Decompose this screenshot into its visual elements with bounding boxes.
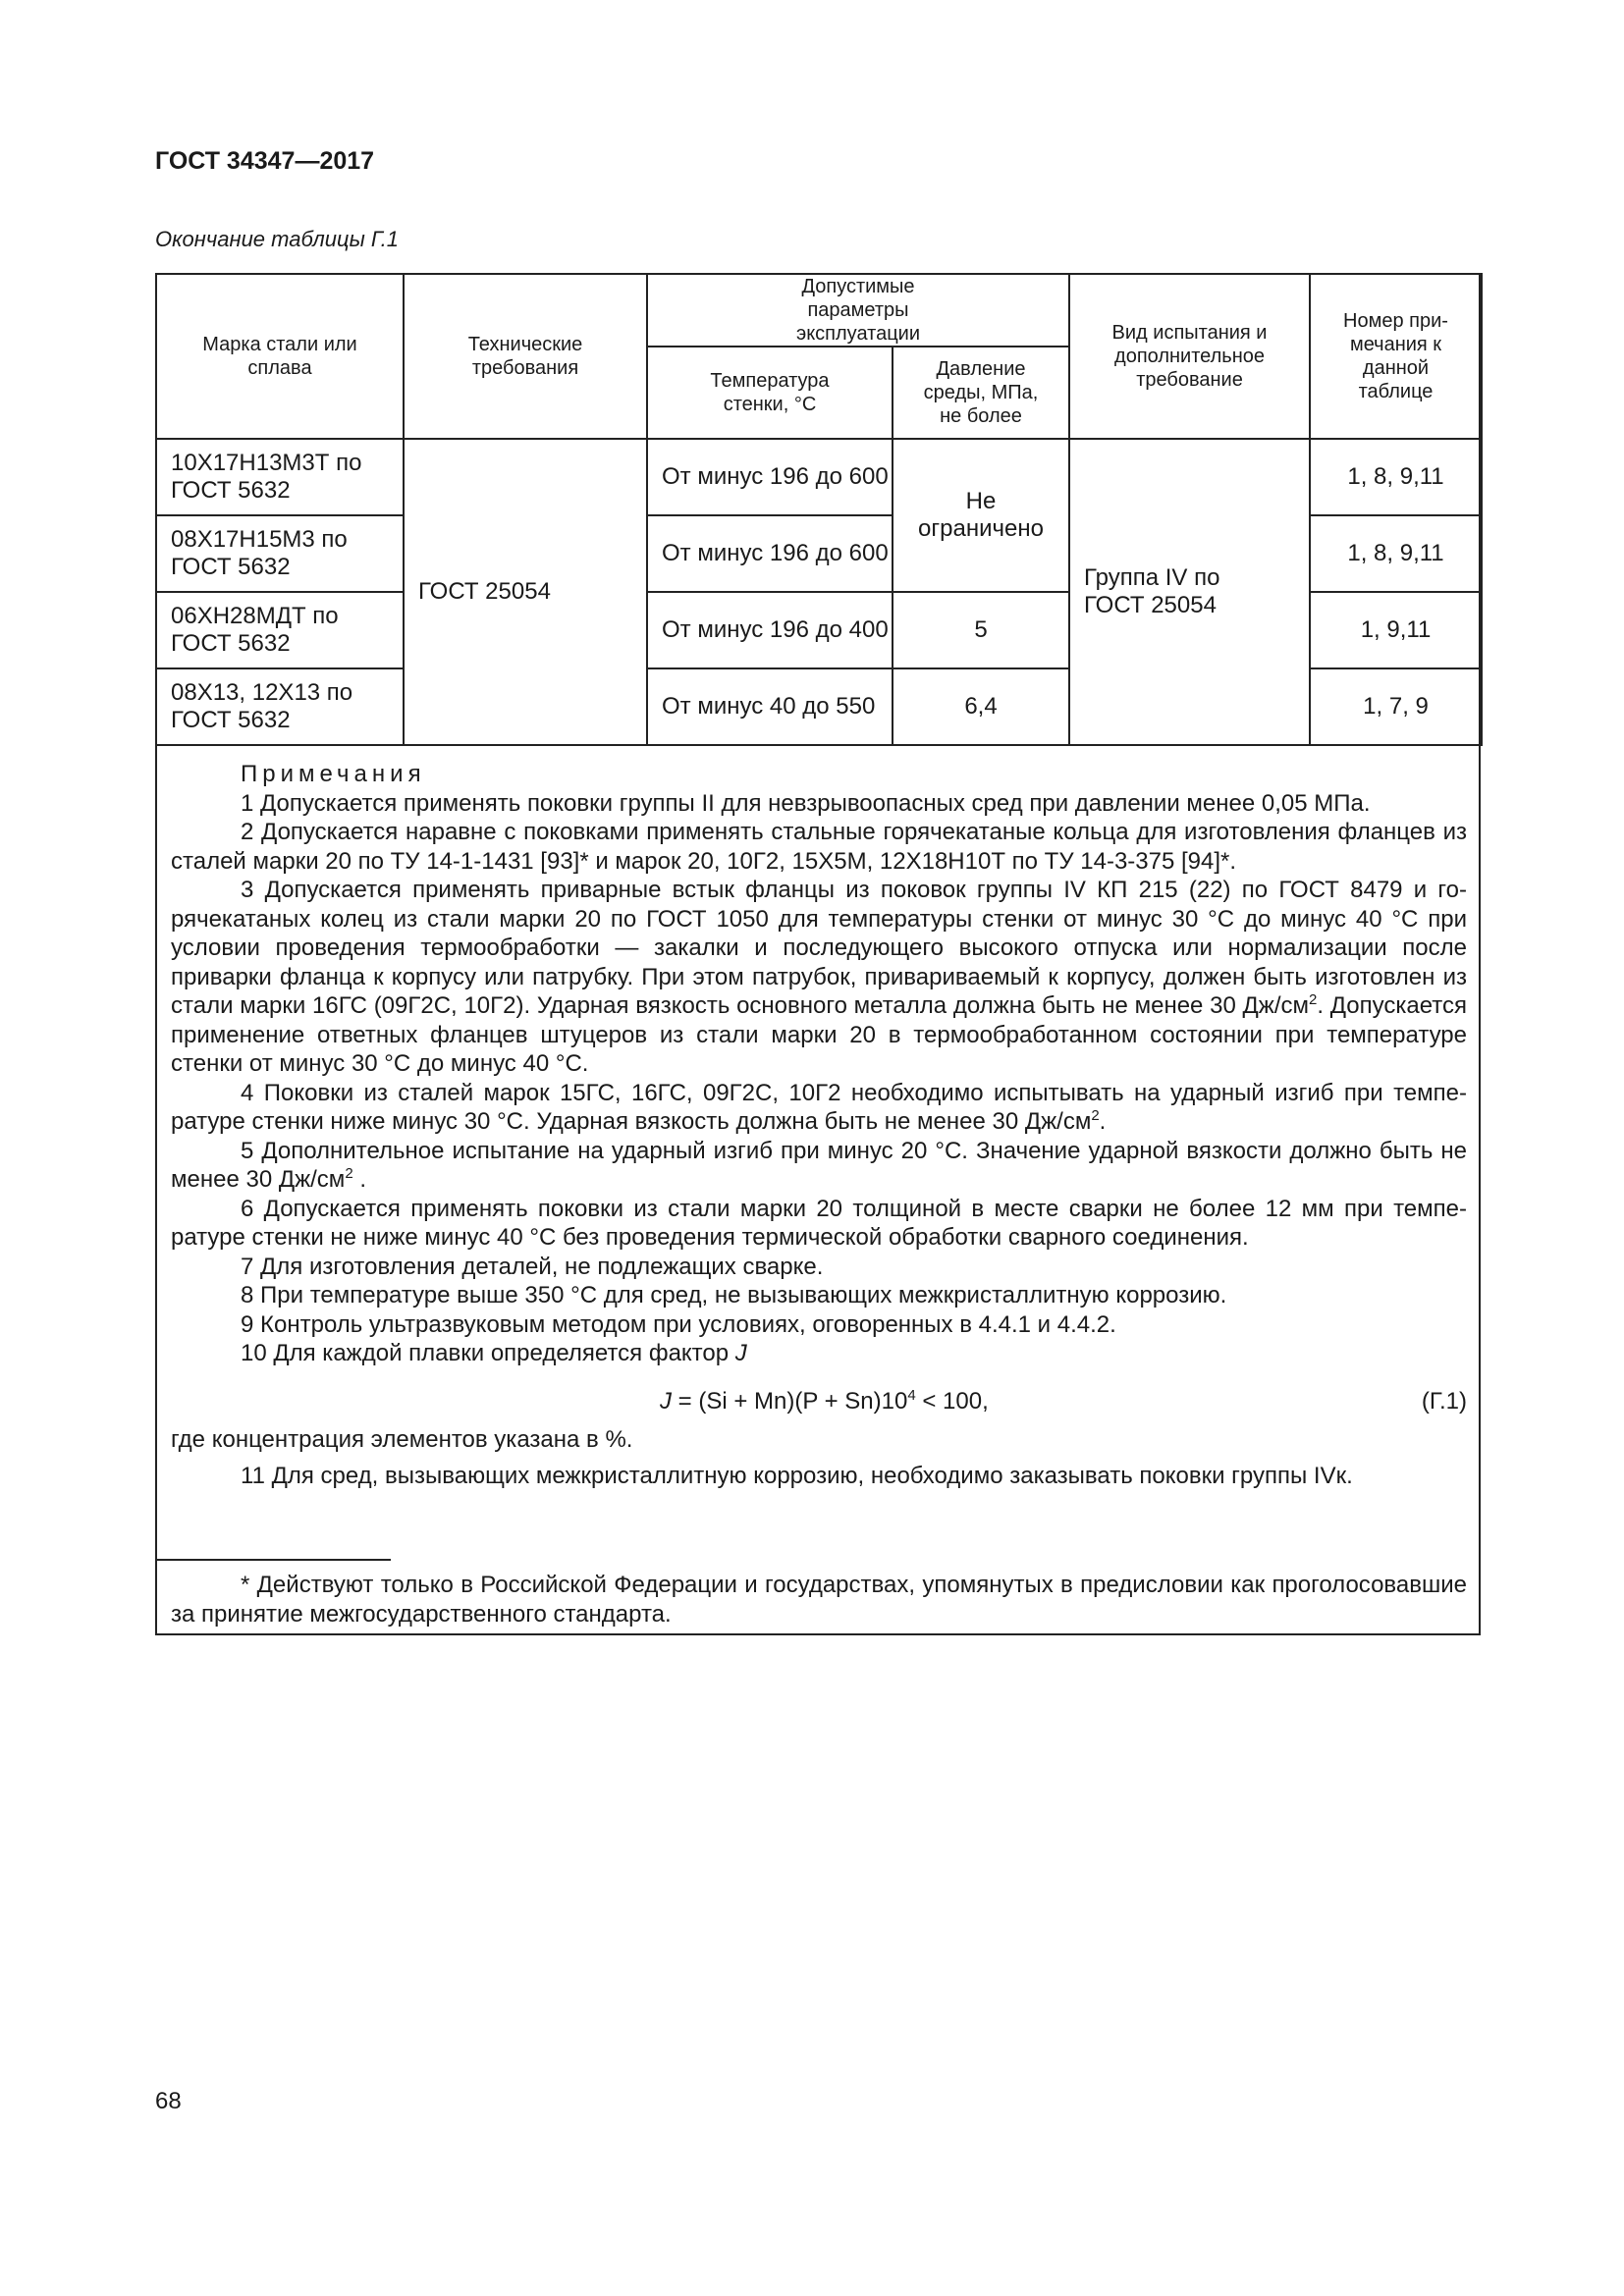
- cell-note-numbers: 1, 8, 9,11: [1310, 515, 1482, 592]
- note-10: 10 Для каждой плавки определяется фактор J: [241, 1340, 747, 1366]
- steel-grades-table: [155, 273, 1483, 746]
- cell-pressure-unlimited: Не ограничено: [893, 439, 1069, 592]
- header-grade: Марка стали или сплава: [156, 274, 404, 439]
- note-11: 11 Для сред, вызывающих межкристаллитную коррозию, необходимо заказывать поковки группы IVк.: [241, 1463, 1353, 1489]
- cell-temperature: От минус 196 до 600: [647, 515, 893, 592]
- note-8: 8 При температуре выше 350 °С для сред, не вызывающих межкристаллитную коррозию.: [241, 1282, 1227, 1308]
- header-pressure: Давление среды, МПа, не более: [893, 347, 1069, 439]
- table-caption: Окончание таблицы Г.1: [155, 227, 399, 251]
- notes-section: [171, 760, 1467, 1491]
- cell-temperature: От минус 196 до 600: [647, 439, 893, 515]
- header-test-type: Вид испытания и дополнительное требование: [1069, 274, 1310, 439]
- header-operating-parameters: Допустимые параметры эксплуатации: [647, 274, 1069, 347]
- header-note-number: Номер примечания к данной таблице: [1310, 274, 1482, 439]
- formula-g1: $J = (Si + Mn)(P + Sn)10^4 < 100$, (Г.1): [660, 1386, 1467, 1415]
- cell-temperature: От минус 196 до 400: [647, 592, 893, 668]
- cell-grade: 08Х17Н15М3 по ГОСТ 5632: [156, 515, 404, 592]
- footnote-rule: [155, 1559, 391, 1561]
- note-9: 9 Контроль ультразвуковым методом при условиях, оговоренных в 4.4.1 и 4.4.2.: [241, 1310, 1116, 1338]
- cell-note-numbers: 1, 8, 9,11: [1310, 439, 1482, 515]
- cell-temperature: От минус 40 до 550: [647, 668, 893, 745]
- page-number: 68: [155, 2088, 182, 2114]
- cell-pressure: 5: [893, 592, 1069, 668]
- formula-explanation: где концентрация элементов указана в %.: [171, 1425, 633, 1453]
- header-wall-temperature: Температура стенки, °С: [647, 347, 893, 439]
- note-3: 3 Допускается применять приварные встык фланцы из поковок группы IV КП 215 (22) по ГОСТ 8479 и горячекатаных колец из стали марки 20 по ГОСТ 1050 для температуры стенки от минус 30 °С до минус 40 °С при условии проведения термообработки — закалки и последующего высокого отпуска или нормализации после приварки фланца к корпусу или патрубку. При этом патрубок, привариваемый к корпусу, должен быть изготовлен из стали марки 16ГС (09Г2С, 10Г2). Ударная вязкость основного металла должна быть не менее 30 $Дж/см^2$. Допускается применение ответных фланцев штуцеров из стали марки 20 в термообработанном состоянии при температуре стенки от минус 30 °С до минус 40 °С.: [171, 877, 1467, 1077]
- note-5: 5 Дополнительное испытание на ударный изгиб при минус 20 °С. Значение ударной вязкости должно быть не менее 30 $Дж/см^2$ .: [171, 1137, 1467, 1193]
- note-2: 2 Допускается наравне с поковками применять стальные горячекатаные кольца для изготовления фланцев из сталей марки 20 по ТУ 14-1-1431 [93]* и марок 20, 10Г2, 15Х5М, 12Х18Н10Т по ТУ 14-3-375 [94]*.: [171, 819, 1467, 875]
- cell-pressure: 6,4: [893, 668, 1069, 745]
- cell-grade: 10Х17Н13М3Т по ГОСТ 5632: [156, 439, 404, 515]
- note-1: 1 Допускается применять поковки группы II для невзрывоопасных сред при давлении менее 0,05 МПа.: [241, 789, 1371, 817]
- cell-tech-requirements: ГОСТ 25054: [404, 439, 647, 745]
- header-tech-requirements: Технические требования: [404, 274, 647, 439]
- cell-test-type: Группа IV по ГОСТ 25054: [1069, 439, 1310, 745]
- footnote: * Действуют только в Российской Федерации и государствах, упомянутых в предисловии как проголосовавшие за принятие межгосударственного стандарта.: [171, 1572, 1467, 1628]
- cell-grade: 06ХН28МДТ по ГОСТ 5632: [156, 592, 404, 668]
- formula-number: (Г.1): [1421, 1387, 1467, 1415]
- notes-heading: Примечания: [241, 761, 426, 787]
- cell-note-numbers: 1, 7, 9: [1310, 668, 1482, 745]
- note-7: 7 Для изготовления деталей, не подлежащих сварке.: [241, 1253, 824, 1280]
- cell-note-numbers: 1, 9,11: [1310, 592, 1482, 668]
- note-4: 4 Поковки из сталей марок 15ГС, 16ГС, 09Г2С, 10Г2 необходимо испытывать на ударный изгиб при температуре стенки ниже минус 30 °С. Ударная вязкость должна быть не менее 30 $Дж/см^2$.: [171, 1079, 1467, 1135]
- cell-grade: 08Х13, 12Х13 по ГОСТ 5632: [156, 668, 404, 745]
- note-6: 6 Допускается применять поковки из стали марки 20 толщиной в месте сварки не более 12 мм при температуре стенки не ниже минус 40 °С без проведения термической обработки сварного соединения.: [171, 1195, 1467, 1251]
- document-title: ГОСТ 34347—2017: [155, 147, 375, 175]
